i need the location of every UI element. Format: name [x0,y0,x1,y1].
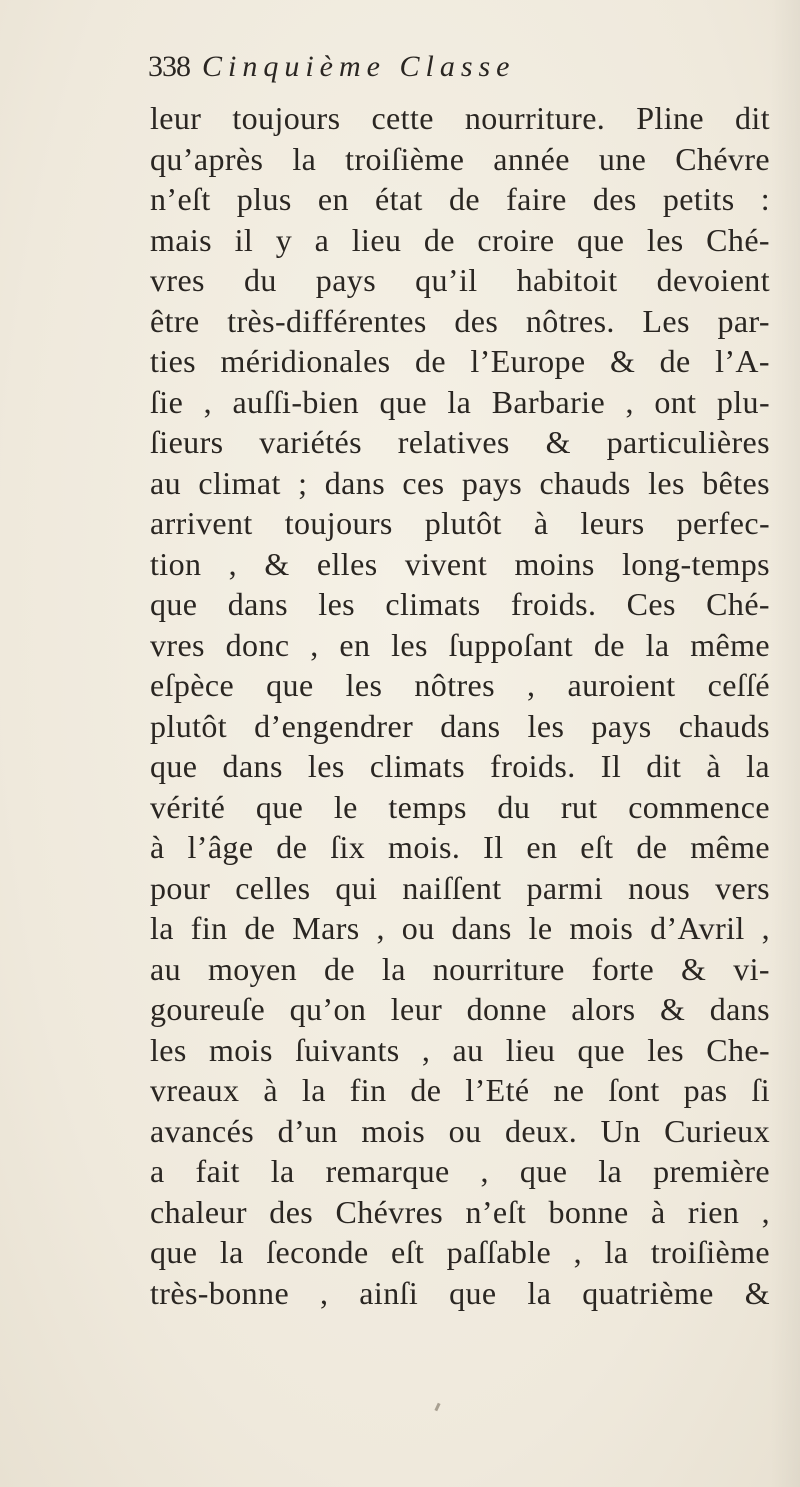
text-line: ties méridionales de l’Europe & de l’A- [150,343,770,379]
running-head: Cinquième Classe [202,50,516,83]
text-line: a fait la remarque , que la première [150,1153,770,1189]
text-line: eſpèce que les nôtres , auroient ceſſé [150,667,770,703]
text-line: vérité que le temps du rut commence [150,788,770,825]
paper-speck [434,1403,440,1412]
body-text [150,98,770,1313]
text-line: qu’après la troiſième année une Chévre [150,140,770,177]
text-line: tion , & elles vivent moins long-temps [150,545,770,582]
text-line: pour celles qui naiſſent parmi nous vers [150,869,770,906]
text-line: au climat ; dans ces pays chauds les bêtes [150,464,770,501]
text-line: mais il y a lieu de croire que les Ché- [150,221,770,258]
page-header [148,50,516,94]
page-number: 338 [148,50,190,83]
page-edge-shadow [770,0,800,1487]
text-line: que dans les climats froids. Il dit à la [150,748,770,784]
text-line: à l’âge de ſix mois. Il en eſt de même [150,829,770,865]
text-line: leur toujours cette nourriture. Pline dit [150,100,770,136]
text-line: n’eſt plus en état de faire des petits : [150,181,770,217]
text-line: très-bonne , ainſi que la quatrième & [150,1274,770,1311]
text-line: arrivent toujours plutôt à leurs perfec- [150,505,770,541]
text-line: vres donc , en les ſuppoſant de la même [150,626,770,663]
text-line: vres du pays qu’il habitoit devoient [150,262,770,298]
text-line: goureuſe qu’on leur donne alors & dans [150,991,770,1027]
text-line: chaleur des Chévres n’eſt bonne à rien , [150,1193,770,1230]
text-line: plutôt d’engendrer dans les pays chauds [150,707,770,744]
text-line: que dans les climats froids. Ces Ché- [150,586,770,622]
text-line: la fin de Mars , ou dans le mois d’Avril , [150,910,770,946]
text-line: ſie , auſſi-bien que la Barbarie , ont plu- [150,383,770,420]
text-line: au moyen de la nourriture forte & vi- [150,950,770,987]
text-line: être très-différentes des nôtres. Les par- [150,302,770,339]
text-line: vreaux à la fin de l’Eté ne ſont pas ſi [150,1072,770,1108]
text-line: que la ſeconde eſt paſſable , la troiſième [150,1234,770,1270]
text-line: les mois ſuivants , au lieu que les Che- [150,1031,770,1068]
text-line: ſieurs variétés relatives & particulières [150,424,770,460]
text-line: avancés d’un mois ou deux. Un Curieux [150,1112,770,1149]
